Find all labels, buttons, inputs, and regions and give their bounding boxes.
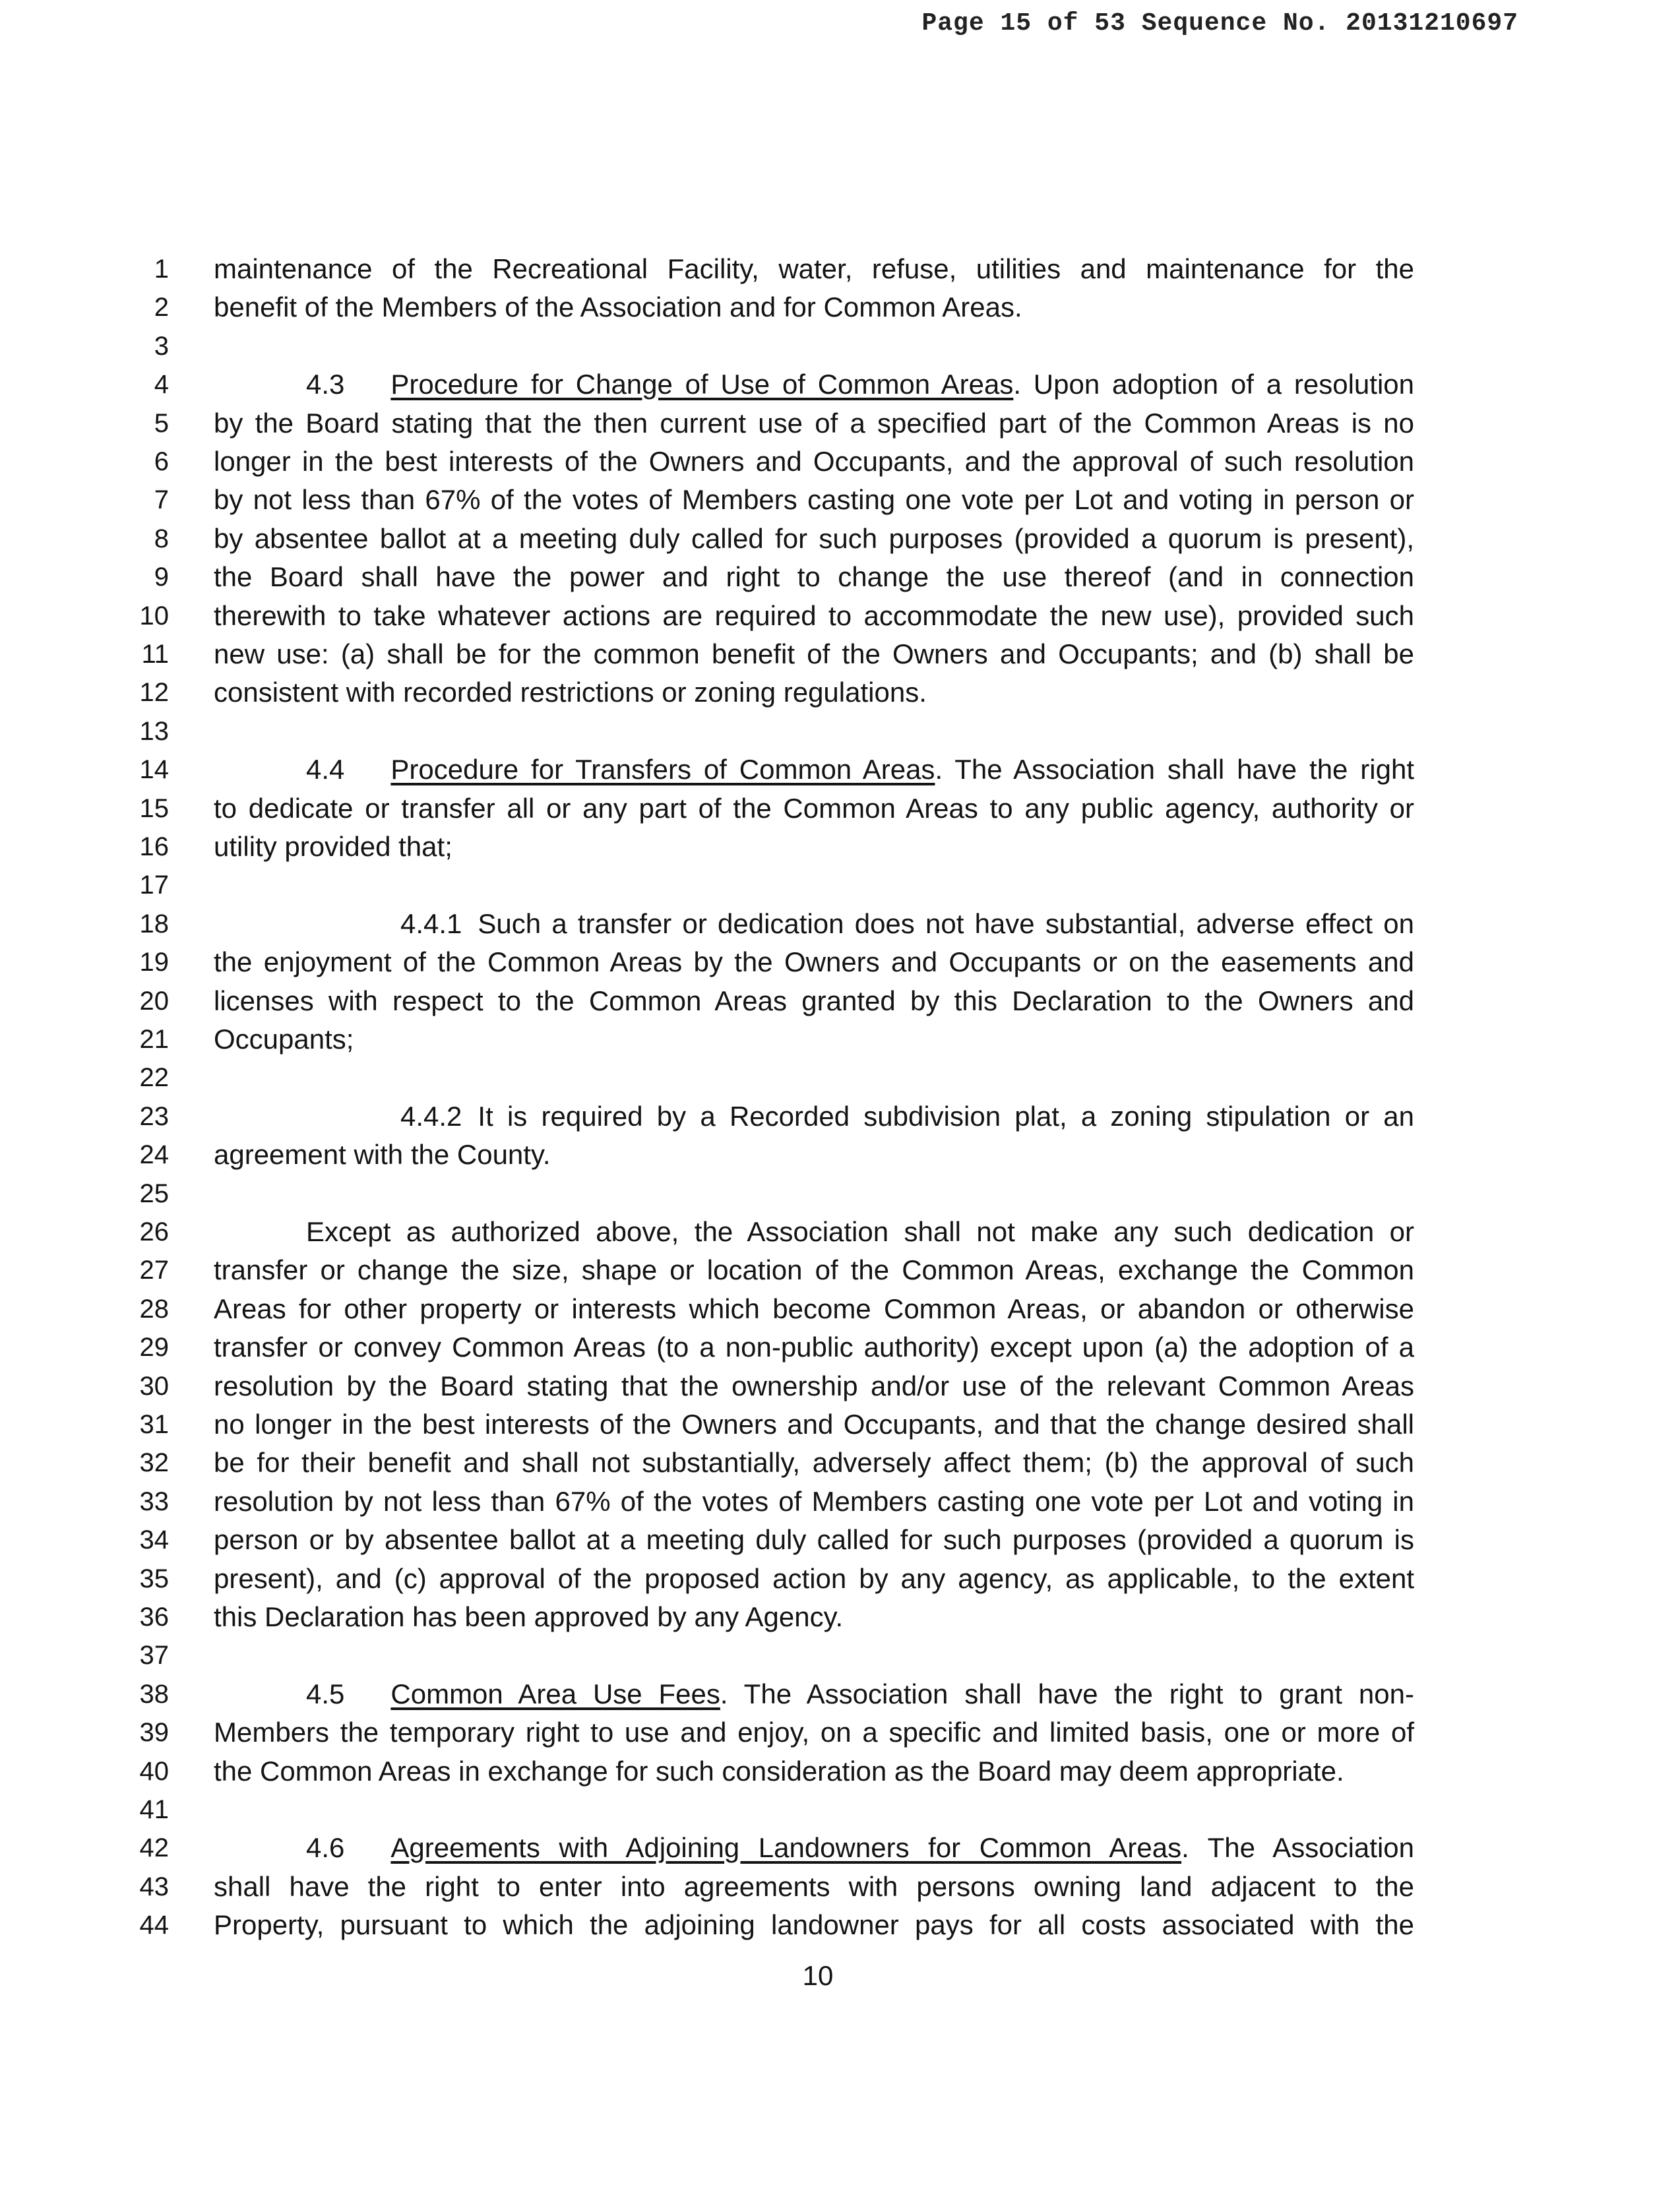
section-lead: It is required by a Recorded subdivision plat, a zoning stipulation or an [478, 1101, 1414, 1132]
line-number: 11 [141, 640, 169, 669]
line-number: 12 [139, 678, 169, 707]
text-line: this Declaration has been approved by any Agency. [214, 1601, 844, 1632]
text-line: to dedicate or transfer all or any part of the Common Areas to any public agency, authority or [214, 793, 1414, 824]
section-number: 4.4 [306, 754, 345, 785]
line-number: 8 [154, 524, 169, 553]
line-number: 16 [139, 832, 169, 861]
text-line: Property, pursuant to which the adjoining landowner pays for all costs associated with the [214, 1909, 1414, 1940]
line-number: 35 [139, 1564, 169, 1593]
section-lead: . The Association shall have the right to grant non- [720, 1678, 1414, 1709]
text-line: resolution by the Board stating that the ownership and/or use of the relevant Common Areas [214, 1370, 1414, 1401]
line-number: 14 [139, 755, 169, 784]
line-number: 22 [139, 1063, 169, 1092]
line-number: 32 [139, 1448, 169, 1477]
line-number: 13 [139, 717, 169, 746]
line-number: 31 [139, 1410, 169, 1439]
line-number: 30 [139, 1372, 169, 1401]
section-title: Agreements with Adjoining Landowners for Common Areas [390, 1832, 1182, 1863]
section-title: Procedure for Transfers of Common Areas [390, 754, 935, 785]
section-4-5-heading [306, 1680, 1414, 1709]
text-line: resolution by not less than 67% of the votes of Members casting one vote per Lot and voting in [214, 1486, 1414, 1517]
section-title: Common Area Use Fees [390, 1678, 720, 1709]
text-line: transfer or change the size, shape or location of the Common Areas, exchange the Common [214, 1254, 1414, 1285]
line-number: 23 [139, 1102, 169, 1131]
section-title: Procedure for Change of Use of Common Areas [390, 369, 1014, 400]
text-line: present), and (c) approval of the proposed action by any agency, as applicable, to the extent [214, 1563, 1414, 1594]
line-number: 20 [139, 987, 169, 1016]
line-number: 3 [154, 332, 169, 361]
text-line: person or by absentee ballot at a meeting duly called for such purposes (provided a quorum is [214, 1524, 1414, 1555]
text-line: longer in the best interests of the Owners and Occupants, and the approval of such resolution [214, 446, 1414, 477]
text-line: shall have the right to enter into agreements with persons owning land adjacent to the [214, 1871, 1414, 1902]
line-number: 38 [139, 1680, 169, 1709]
line-number: 29 [139, 1333, 169, 1362]
section-number: 4.4.2 [400, 1101, 462, 1132]
line-number: 21 [139, 1025, 169, 1054]
line-number: 18 [139, 909, 169, 938]
text-line: licenses with respect to the Common Areas granted by this Declaration to the Owners and [214, 985, 1414, 1016]
line-number: 7 [154, 485, 169, 514]
line-number: 41 [139, 1795, 169, 1824]
line-number: 4 [154, 370, 169, 399]
line-number: 10 [139, 601, 169, 630]
section-lead: . The Association [1181, 1832, 1414, 1863]
text-line: be for their benefit and shall not substantially, adversely affect them; (b) the approval of such [214, 1447, 1414, 1478]
line-number: 42 [139, 1833, 169, 1862]
line-number: 37 [139, 1641, 169, 1670]
section-lead: . The Association shall have the right [935, 754, 1414, 785]
line-number: 2 [154, 293, 169, 322]
line-number: 25 [139, 1179, 169, 1208]
line-number: 9 [154, 563, 169, 592]
line-number: 36 [139, 1603, 169, 1632]
line-number: 33 [139, 1487, 169, 1516]
text-line: agreement with the County. [214, 1139, 551, 1170]
text-line: Except as authorized above, the Association shall not make any such dedication or [306, 1216, 1414, 1247]
page-number: 10 [802, 1960, 834, 1991]
text-line: the Board shall have the power and right to change the use thereof (and in connection [214, 561, 1414, 592]
text-line: Members the temporary right to use and enjoy, on a specific and limited basis, one or more of [214, 1717, 1414, 1748]
text-line: new use: (a) shall be for the common benefit of the Owners and Occupants; and (b) shall be [214, 638, 1414, 669]
section-4-4-2-heading [400, 1102, 1414, 1131]
line-number: 15 [139, 794, 169, 823]
text-line: the Common Areas in exchange for such consideration as the Board may deem appropriate. [214, 1756, 1344, 1787]
page-header-sequence: Page 15 of 53 Sequence No. 20131210697 [921, 9, 1518, 38]
section-4-3-heading [306, 370, 1414, 399]
section-number: 4.4.1 [400, 908, 462, 939]
section-number: 4.5 [306, 1678, 345, 1709]
line-number: 6 [154, 447, 169, 476]
text-line: Occupants; [214, 1024, 354, 1055]
line-number: 39 [139, 1718, 169, 1747]
line-number: 5 [154, 409, 169, 438]
section-number: 4.3 [306, 369, 345, 400]
text-line: by the Board stating that the then current use of a specified part of the Common Areas is no [214, 408, 1414, 439]
line-number: 19 [139, 948, 169, 977]
line-number: 34 [139, 1525, 169, 1554]
text-line: transfer or convey Common Areas (to a non-public authority) except upon (a) the adoption of a [214, 1332, 1414, 1363]
section-4-4-heading [306, 755, 1414, 784]
line-number: 1 [154, 255, 169, 284]
text-line: Areas for other property or interests which become Common Areas, or abandon or otherwise [214, 1293, 1414, 1324]
line-number: 40 [139, 1757, 169, 1786]
text-line: maintenance of the Recreational Facility, water, refuse, utilities and maintenance for the [214, 253, 1414, 284]
text-line: the enjoyment of the Common Areas by the Owners and Occupants or on the easements and [214, 946, 1414, 977]
text-line: consistent with recorded restrictions or zoning regulations. [214, 677, 927, 708]
text-line: by not less than 67% of the votes of Members casting one vote per Lot and voting in person or [214, 484, 1414, 515]
line-number: 28 [139, 1295, 169, 1324]
text-line: utility provided that; [214, 831, 452, 862]
line-number: 43 [139, 1872, 169, 1901]
text-line: by absentee ballot at a meeting duly called for such purposes (provided a quorum is present), [214, 523, 1414, 554]
section-lead: Such a transfer or dedication does not have substantial, adverse effect on [478, 908, 1414, 939]
line-number: 27 [139, 1256, 169, 1285]
line-number: 24 [139, 1140, 169, 1169]
line-number: 26 [139, 1217, 169, 1246]
line-number: 17 [139, 871, 169, 900]
section-lead: . Upon adoption of a resolution [1013, 369, 1414, 400]
section-4-4-1-heading [400, 909, 1414, 938]
text-line: benefit of the Members of the Association and for Common Areas. [214, 291, 1022, 322]
line-number: 44 [139, 1911, 169, 1940]
section-number: 4.6 [306, 1832, 345, 1863]
text-line: no longer in the best interests of the Owners and Occupants, and that the change desired shall [214, 1409, 1414, 1440]
text-line: therewith to take whatever actions are required to accommodate the new use), provided such [214, 600, 1414, 631]
section-4-6-heading [306, 1833, 1414, 1862]
